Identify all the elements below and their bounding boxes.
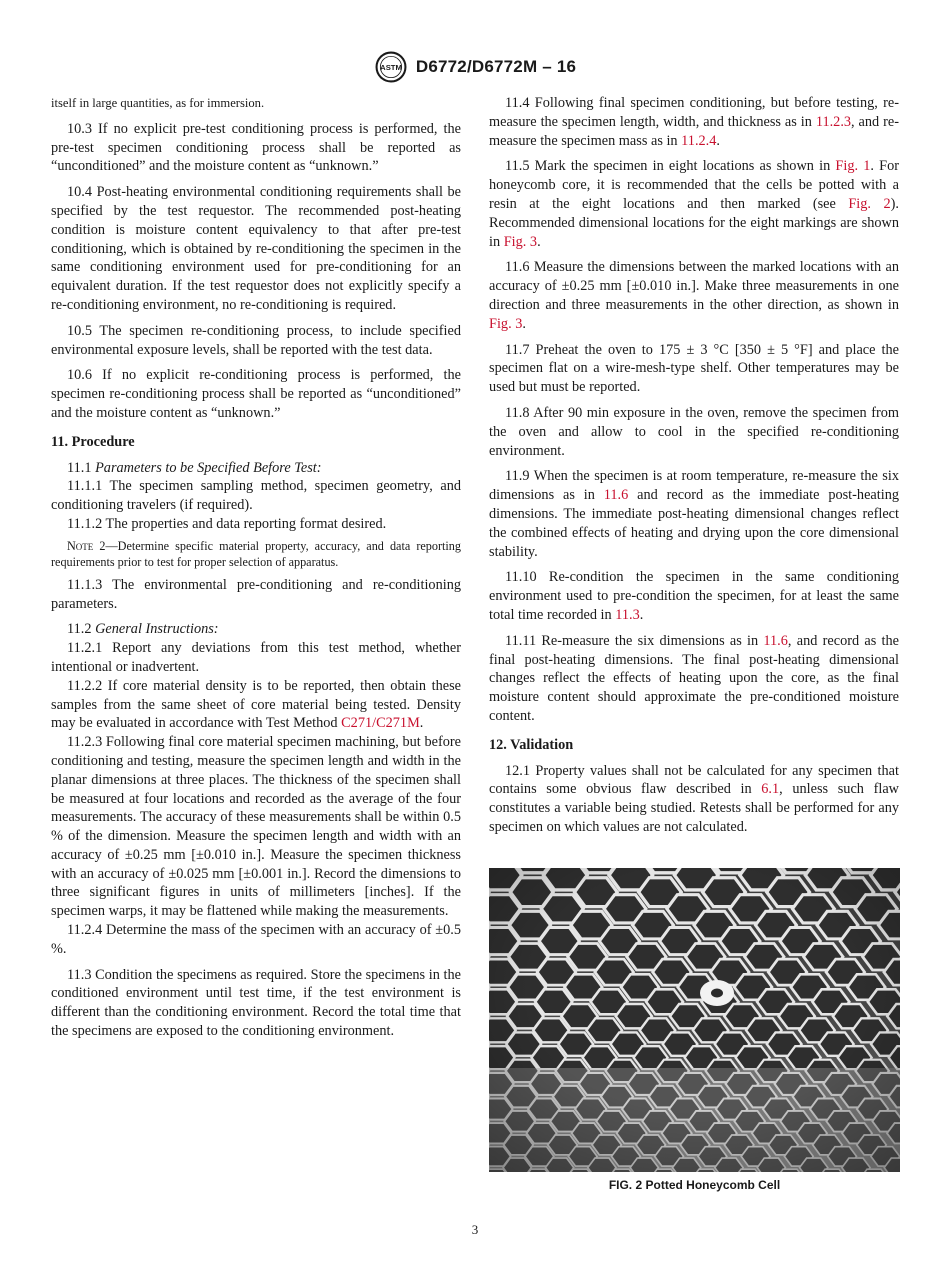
- paragraph-11-1-3: 11.1.3 The environmental pre-conditioning and re-conditioning parameters.: [51, 576, 461, 612]
- paragraph-11-5-text-2: . For honeycomb core, it is recommended that the cells be potted with a resin at the eight locations and then marked (see: [489, 158, 900, 212]
- paragraph-11-3: 11.3 Condition the specimens as required. Store the specimens in the conditioned environment until test time, if the test environment is different than the conditioning environment. Record the total time that the specimens are exposed to the conditioning environment.: [51, 966, 461, 1040]
- paragraph-11-2-2: [51, 677, 461, 733]
- link-6-1[interactable]: 6.1: [761, 781, 780, 798]
- paragraph-11-9: [489, 467, 899, 561]
- paragraph-12-1-end: , unless such flaw constitutes a variable being studied. Retests shall be performed for any specimen on which values are not calculated.: [489, 781, 899, 835]
- paragraph-11-4-text: 11.4 Following final specimen conditioning, but before testing, re-measure the specimen length, width, and thickness as in: [489, 95, 899, 130]
- figure-caption: FIG. 2 Potted Honeycomb Cell: [608, 1178, 781, 1192]
- paragraph-11-5-text-3: ). Recommended dimensional locations for the eight markings are shown in: [489, 195, 899, 250]
- section-heading-validation: 12. Validation: [489, 736, 574, 753]
- astm-logo-text: ASTM: [380, 62, 402, 72]
- link-11-6-b[interactable]: 11.6: [763, 632, 788, 649]
- paragraph-10-6: 10.6 If no explicit re-conditioning process is performed, the specimen re-conditioning process shall be reported as “unconditioned” and the moisture content as “unknown.”: [51, 367, 461, 421]
- link-fig-3[interactable]: Fig. 3: [503, 233, 538, 250]
- note-2-label: Note 2: [67, 538, 106, 553]
- paragraph-11-1-title: Parameters to be Specified Before Test:: [95, 459, 322, 476]
- paragraph-10-4: 10.4 Post-heating environmental conditioning requirements shall be specified by the test requestor. The recommended post-heating condition is moisture content equivalency to that after pre-test conditioning, which is obtained by re-conditioning the specimen in the same conditioning environment used for pre-conditioning for an equivalent duration. If the test requestor does not explicitly specify a re-conditioning environment, no re-conditioning is required.: [51, 184, 461, 313]
- page-header: [0, 50, 950, 84]
- paragraph-11-2-number: 11.2: [67, 621, 92, 638]
- document-id: D6772/D6772M – 16: [415, 57, 577, 76]
- paragraph-11-1-number: 11.1: [67, 459, 92, 476]
- paragraph-11-4-end: .: [716, 132, 720, 149]
- paragraph-11-2-2-text: 11.2.2 If core material density is to be reported, then obtain these samples from the same sheet of core material being tested. Density may be evaluated in accordance with Test Method: [51, 677, 461, 732]
- paragraph-continuation: itself in large quantities, as for immersion.: [51, 96, 265, 110]
- paragraph-12-1: [489, 762, 899, 837]
- paragraph-11-7: 11.7 Preheat the oven to 175 ± 3 °C [350 ± 5 °F] and place the specimen flat on a wire-mesh-type shelf. Other temperatures may be used but must be reported.: [489, 341, 899, 396]
- paragraph-11-10-text: 11.10 Re-condition the specimen in the same conditioning environment used to pre-condition the specimen, for at least the same total time recorded in: [489, 569, 899, 623]
- paragraph-11-5-end: .: [537, 233, 541, 250]
- paragraph-11-2-2-end: .: [419, 715, 424, 732]
- paragraph-11-9-end: and record as the immediate post-heating dimensions. The immediate post-heating dimensional changes reflect the combined effects of heating and drying upon the core dimensional stability.: [489, 487, 899, 560]
- link-11-2-4[interactable]: 11.2.4: [681, 132, 717, 149]
- paragraph-11-1: [51, 459, 461, 478]
- link-11-3[interactable]: 11.3: [615, 606, 640, 623]
- paragraph-11-6-end: .: [522, 315, 526, 332]
- paragraph-11-2-3: 11.2.3 Following final core material specimen machining, but before conditioning and testing, measure the specimen length and width in the planar dimensions at three places. The thickness of the specimen shall be measured at four locations and recorded as the average of the four measurements. The accuracy of these measurements shall be within 0.5 % of the dimension. Measure the specimen length and width with an accuracy of ±0.25 mm [±0.010 in.]. Measure the specimen thickness with an accuracy of ±0.025 mm [±0.001 in.]. Record the dimensions to three significant figures in units of millimeters [inches]. If the specimen warps, it may be flattened while making the measurements.: [51, 734, 461, 920]
- paragraph-11-11-text: 11.11 Re-measure the six dimensions as in: [505, 632, 764, 649]
- page-number: 3: [471, 1222, 479, 1237]
- astm-logo-icon: [374, 50, 408, 84]
- paragraph-11-10: [489, 568, 899, 624]
- section-heading-procedure: 11. Procedure: [51, 433, 135, 450]
- link-fig-1[interactable]: Fig. 1: [835, 158, 871, 175]
- paragraph-10-5: 10.5 The specimen re-conditioning process, to include specified environmental exposure levels, shall be reported with the test data.: [51, 322, 461, 358]
- paragraph-10-3: 10.3 If no explicit pre-test conditioning process is performed, the pre-test specimen conditioning process shall be reported as “unconditioned” and the moisture content as “unknown.”: [51, 120, 461, 175]
- paragraph-11-5-text: 11.5 Mark the specimen in eight locations as shown in: [505, 158, 836, 175]
- paragraph-11-11: [489, 632, 899, 726]
- paragraph-11-2-1: 11.2.1 Report any deviations from this test method, whether intentional or inadvertent.: [51, 640, 461, 675]
- paragraph-11-2-4: 11.2.4 Determine the mass of the specimen with an accuracy of ±0.5 %.: [51, 922, 461, 957]
- link-fig-3-b[interactable]: Fig. 3: [489, 315, 523, 332]
- right-column: [489, 94, 899, 844]
- honeycomb-photo-graphic: [489, 868, 900, 1172]
- paragraph-11-2-title: General Instructions:: [95, 621, 219, 638]
- link-c271[interactable]: C271/C271M: [341, 715, 420, 732]
- paragraph-11-11-end: , and record as the final post-heating dimensions. The final post-heating dimensional changes reflect the effects of heating upon the core, as the final moisture content should approximate the pre-conditioned moisture content.: [489, 632, 899, 724]
- paragraph-11-4: [489, 94, 899, 150]
- honeycomb-photo: [489, 868, 900, 1172]
- note-2-text: —Determine specific material property, accuracy, and data reporting requirements prior to test for proper selection of apparatus.: [51, 538, 461, 569]
- paragraph-11-10-end: .: [639, 606, 644, 623]
- paragraph-11-1-2: 11.1.2 The properties and data reporting format desired.: [67, 515, 387, 532]
- paragraph-11-6-text: 11.6 Measure the dimensions between the marked locations with an accuracy of ±0.25 mm [±0.010 in.]. Make three measurements in one direction and three measurements in the other direction, as shown in: [489, 259, 899, 313]
- paragraph-11-6: [489, 258, 899, 333]
- link-fig-2[interactable]: Fig. 2: [848, 195, 891, 212]
- paragraph-11-1-1: 11.1.1 The specimen sampling method, specimen geometry, and conditioning travelers (if required).: [51, 478, 461, 514]
- paragraph-11-8: 11.8 After 90 min exposure in the oven, remove the specimen from the oven and allow to cool in the specified re-conditioning environment.: [489, 404, 899, 459]
- link-11-2-3[interactable]: 11.2.3: [815, 113, 852, 130]
- paragraph-11-2: [51, 620, 461, 639]
- paragraph-12-1-text: 12.1 Property values shall not be calculated for any specimen that contains some obvious flaw described in: [489, 762, 899, 798]
- paragraph-11-9-text: 11.9 When the specimen is at room temperature, re-measure the six dimensions as in: [489, 468, 899, 504]
- paragraph-11-4-text-2: , and re-measure the specimen mass as in: [489, 113, 899, 149]
- note-2: [51, 538, 461, 570]
- link-11-6[interactable]: 11.6: [603, 487, 629, 504]
- paragraph-11-5: [489, 157, 899, 251]
- left-column: [51, 94, 461, 1048]
